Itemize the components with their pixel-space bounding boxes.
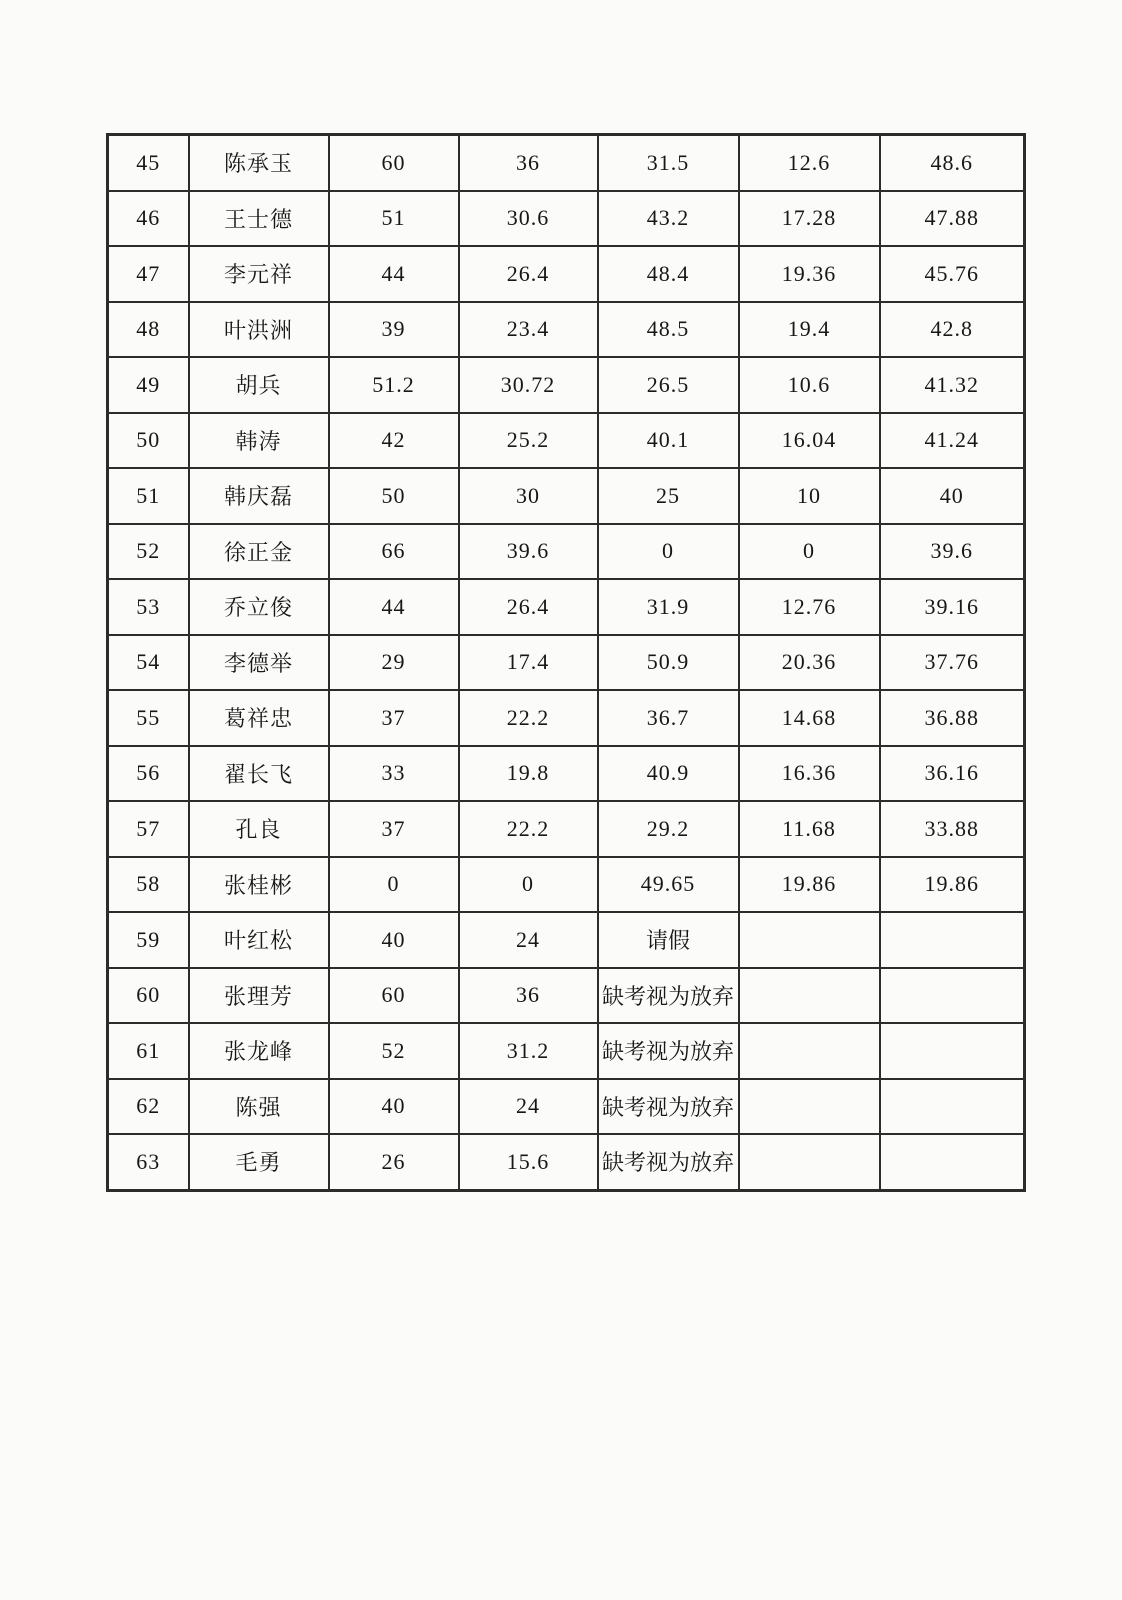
- cell-name: 毛勇: [189, 1134, 329, 1190]
- table-row: [108, 246, 1025, 302]
- cell-score-4: [739, 968, 880, 1024]
- cell-name: 张理芳: [189, 968, 329, 1024]
- cell-note: 缺考视为放弃: [598, 1023, 739, 1079]
- cell-row-number: 49: [108, 357, 189, 413]
- cell-row-number: 51: [108, 468, 189, 524]
- cell-score-1: 51.2: [329, 357, 459, 413]
- cell-row-number: 61: [108, 1023, 189, 1079]
- cell-row-number: 52: [108, 524, 189, 580]
- table-body: [108, 135, 1025, 1191]
- cell-row-number: 55: [108, 690, 189, 746]
- cell-total: 39.6: [880, 524, 1025, 580]
- cell-total: [880, 912, 1025, 968]
- cell-score-3: 25: [598, 468, 739, 524]
- cell-name: 李德举: [189, 635, 329, 691]
- cell-score-1: 29: [329, 635, 459, 691]
- cell-score-4: [739, 1134, 880, 1190]
- table-row: [108, 1079, 1025, 1135]
- cell-score-3: 31.9: [598, 579, 739, 635]
- cell-score-4: 20.36: [739, 635, 880, 691]
- cell-score-1: 52: [329, 1023, 459, 1079]
- cell-score-2: 22.2: [459, 690, 598, 746]
- table-row: [108, 801, 1025, 857]
- cell-score-3: 40.9: [598, 746, 739, 802]
- cell-score-2: 30.6: [459, 191, 598, 247]
- cell-score-1: 40: [329, 1079, 459, 1135]
- cell-score-1: 60: [329, 135, 459, 191]
- table-row: [108, 690, 1025, 746]
- cell-score-1: 42: [329, 413, 459, 469]
- cell-total: 36.16: [880, 746, 1025, 802]
- cell-score-2: 30.72: [459, 357, 598, 413]
- cell-score-4: 19.86: [739, 857, 880, 913]
- table-row: [108, 413, 1025, 469]
- cell-total: 48.6: [880, 135, 1025, 191]
- cell-score-2: 17.4: [459, 635, 598, 691]
- cell-name: 王士德: [189, 191, 329, 247]
- cell-note: 请假: [598, 912, 739, 968]
- table-row: [108, 579, 1025, 635]
- cell-score-3: 40.1: [598, 413, 739, 469]
- table-row: [108, 524, 1025, 580]
- cell-total: 45.76: [880, 246, 1025, 302]
- cell-score-4: 12.6: [739, 135, 880, 191]
- cell-score-3: 43.2: [598, 191, 739, 247]
- cell-score-4: 11.68: [739, 801, 880, 857]
- cell-score-2: 36: [459, 968, 598, 1024]
- cell-score-2: 0: [459, 857, 598, 913]
- cell-row-number: 57: [108, 801, 189, 857]
- cell-name: 徐正金: [189, 524, 329, 580]
- cell-score-3: 48.5: [598, 302, 739, 358]
- table-row: [108, 1023, 1025, 1079]
- cell-score-4: 14.68: [739, 690, 880, 746]
- cell-score-1: 40: [329, 912, 459, 968]
- cell-score-1: 66: [329, 524, 459, 580]
- cell-row-number: 45: [108, 135, 189, 191]
- cell-score-3: 36.7: [598, 690, 739, 746]
- cell-total: 40: [880, 468, 1025, 524]
- cell-score-4: 16.04: [739, 413, 880, 469]
- cell-score-4: 0: [739, 524, 880, 580]
- cell-name: 韩庆磊: [189, 468, 329, 524]
- cell-score-4: [739, 1079, 880, 1135]
- cell-score-1: 50: [329, 468, 459, 524]
- cell-row-number: 54: [108, 635, 189, 691]
- table-row: [108, 746, 1025, 802]
- cell-score-1: 60: [329, 968, 459, 1024]
- cell-total: 41.32: [880, 357, 1025, 413]
- cell-score-4: 19.36: [739, 246, 880, 302]
- cell-name: 葛祥忠: [189, 690, 329, 746]
- cell-row-number: 47: [108, 246, 189, 302]
- cell-note: 缺考视为放弃: [598, 968, 739, 1024]
- cell-score-2: 24: [459, 912, 598, 968]
- cell-score-2: 39.6: [459, 524, 598, 580]
- table-row: [108, 135, 1025, 191]
- cell-name: 韩涛: [189, 413, 329, 469]
- cell-score-1: 51: [329, 191, 459, 247]
- cell-score-1: 44: [329, 579, 459, 635]
- cell-name: 张龙峰: [189, 1023, 329, 1079]
- cell-name: 李元祥: [189, 246, 329, 302]
- cell-score-1: 26: [329, 1134, 459, 1190]
- cell-total: [880, 1134, 1025, 1190]
- cell-score-2: 24: [459, 1079, 598, 1135]
- cell-score-1: 37: [329, 690, 459, 746]
- cell-note: 缺考视为放弃: [598, 1134, 739, 1190]
- cell-score-2: 22.2: [459, 801, 598, 857]
- cell-name: 张桂彬: [189, 857, 329, 913]
- table-row: [108, 635, 1025, 691]
- cell-score-3: 29.2: [598, 801, 739, 857]
- cell-score-4: 17.28: [739, 191, 880, 247]
- cell-score-2: 19.8: [459, 746, 598, 802]
- cell-total: 33.88: [880, 801, 1025, 857]
- table-row: [108, 912, 1025, 968]
- cell-total: 47.88: [880, 191, 1025, 247]
- cell-score-1: 39: [329, 302, 459, 358]
- cell-name: 翟长飞: [189, 746, 329, 802]
- cell-score-2: 26.4: [459, 246, 598, 302]
- cell-score-3: 49.65: [598, 857, 739, 913]
- score-table: [106, 133, 1026, 1192]
- cell-score-2: 23.4: [459, 302, 598, 358]
- cell-name: 胡兵: [189, 357, 329, 413]
- table-row: [108, 1134, 1025, 1190]
- cell-score-2: 26.4: [459, 579, 598, 635]
- table-row: [108, 857, 1025, 913]
- cell-score-2: 15.6: [459, 1134, 598, 1190]
- cell-score-2: 31.2: [459, 1023, 598, 1079]
- cell-score-1: 44: [329, 246, 459, 302]
- cell-score-1: 37: [329, 801, 459, 857]
- cell-total: 19.86: [880, 857, 1025, 913]
- cell-row-number: 48: [108, 302, 189, 358]
- cell-total: 36.88: [880, 690, 1025, 746]
- cell-row-number: 63: [108, 1134, 189, 1190]
- table-row: [108, 191, 1025, 247]
- cell-name: 乔立俊: [189, 579, 329, 635]
- cell-name: 陈强: [189, 1079, 329, 1135]
- cell-row-number: 59: [108, 912, 189, 968]
- cell-total: 41.24: [880, 413, 1025, 469]
- cell-total: [880, 968, 1025, 1024]
- cell-score-4: 16.36: [739, 746, 880, 802]
- cell-total: 39.16: [880, 579, 1025, 635]
- cell-score-4: [739, 912, 880, 968]
- cell-row-number: 60: [108, 968, 189, 1024]
- cell-score-3: 31.5: [598, 135, 739, 191]
- cell-name: 孔良: [189, 801, 329, 857]
- table-row: [108, 468, 1025, 524]
- cell-name: 叶洪洲: [189, 302, 329, 358]
- cell-total: 42.8: [880, 302, 1025, 358]
- table-row: [108, 302, 1025, 358]
- cell-row-number: 46: [108, 191, 189, 247]
- cell-total: [880, 1079, 1025, 1135]
- cell-row-number: 56: [108, 746, 189, 802]
- cell-score-2: 36: [459, 135, 598, 191]
- table-row: [108, 357, 1025, 413]
- cell-score-3: 50.9: [598, 635, 739, 691]
- cell-total: [880, 1023, 1025, 1079]
- cell-row-number: 62: [108, 1079, 189, 1135]
- cell-row-number: 50: [108, 413, 189, 469]
- cell-score-4: [739, 1023, 880, 1079]
- cell-name: 叶红松: [189, 912, 329, 968]
- cell-score-4: 12.76: [739, 579, 880, 635]
- cell-score-4: 10.6: [739, 357, 880, 413]
- cell-score-3: 48.4: [598, 246, 739, 302]
- cell-score-3: 0: [598, 524, 739, 580]
- cell-score-3: 26.5: [598, 357, 739, 413]
- cell-score-1: 0: [329, 857, 459, 913]
- cell-score-2: 25.2: [459, 413, 598, 469]
- cell-note: 缺考视为放弃: [598, 1079, 739, 1135]
- cell-score-2: 30: [459, 468, 598, 524]
- cell-score-4: 10: [739, 468, 880, 524]
- cell-row-number: 58: [108, 857, 189, 913]
- cell-row-number: 53: [108, 579, 189, 635]
- cell-score-1: 33: [329, 746, 459, 802]
- table-row: [108, 968, 1025, 1024]
- cell-total: 37.76: [880, 635, 1025, 691]
- cell-score-4: 19.4: [739, 302, 880, 358]
- cell-name: 陈承玉: [189, 135, 329, 191]
